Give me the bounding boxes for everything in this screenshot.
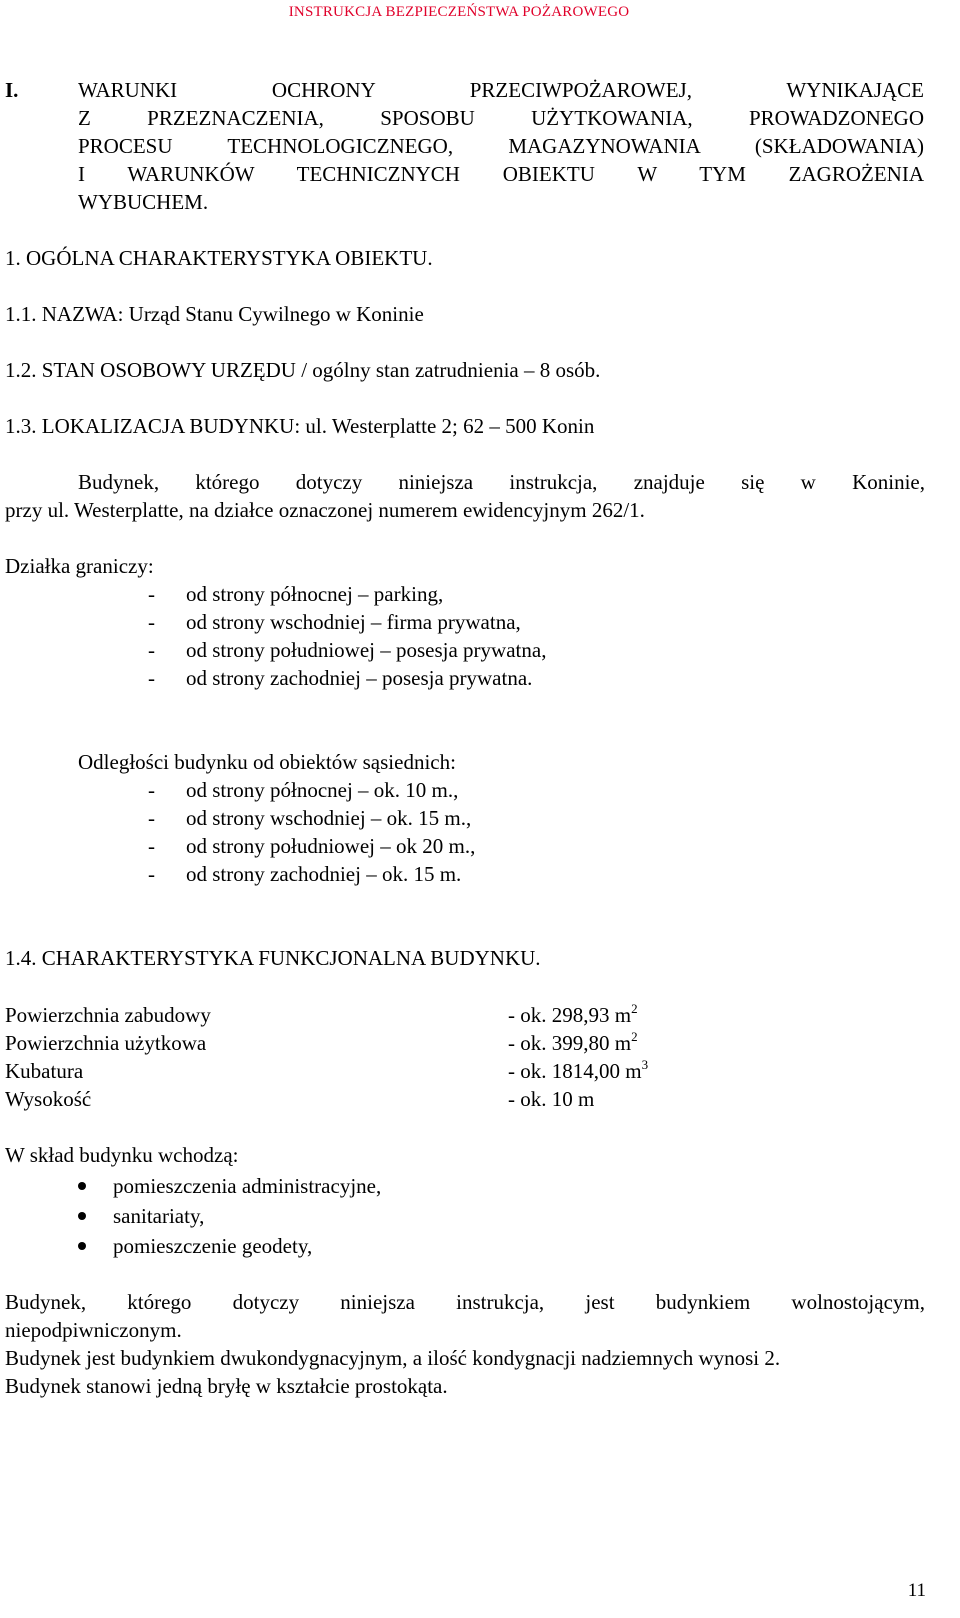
page-number: 11 (907, 1580, 926, 1601)
dash-marker: - (148, 806, 155, 830)
section-title-line: PROCESU TECHNOLOGICZNEGO, MAGAZYNOWANIA (SKŁADOWANIA) (78, 134, 924, 158)
closing-line: Budynek, którego dotyczy niniejsza instrukcja, jest budynkiem wolnostojącym, (5, 1290, 925, 1314)
bullet-icon (78, 1182, 113, 1190)
plot-label: Działka graniczy: (5, 554, 154, 578)
section-title (78, 76, 924, 216)
spec-row (5, 1057, 705, 1085)
spec-label: Powierzchnia zabudowy (5, 1003, 211, 1027)
list-item: - od strony północnej – parking, (148, 582, 444, 606)
closing-line: Budynek stanowi jedną bryłę w kształcie prostokąta. (5, 1374, 448, 1398)
heading-functional-characteristics: 1.4. CHARAKTERYSTYKA FUNKCJONALNA BUDYNKU. (5, 946, 541, 970)
spec-value: - ok. 1814,00 $m^3$ (508, 1057, 649, 1083)
list-item: sanitariaty, (78, 1201, 381, 1231)
location-paragraph (5, 468, 925, 524)
plot-list (148, 580, 546, 692)
list-item: pomieszczenia administracyjne, (78, 1171, 381, 1201)
distances-label: Odległości budynku od obiektów sąsiednich: (78, 750, 456, 774)
distances-list (148, 776, 475, 888)
item-staff: 1.2. STAN OSOBOWY URZĘDU / ogólny stan zatrudnienia – 8 osób. (5, 358, 601, 382)
section-title-line: WYBUCHEM. (78, 190, 209, 214)
section-title-line: WARUNKI OCHRONY PRZECIWPOŻAROWEJ, WYNIKAJĄCE (78, 78, 924, 102)
section-title-line: I WARUNKÓW TECHNICZNYCH OBIEKTU W TYM ZAGROŻENIA (78, 162, 924, 186)
spec-row (5, 1029, 705, 1057)
list-item: - od strony południowej – ok 20 m., (148, 834, 476, 858)
location-line: Budynek, którego dotyczy niniejsza instrukcja, znajduje się w Koninie, (78, 470, 925, 494)
bullet-icon (78, 1242, 113, 1250)
list-item: - od strony południowej – posesja prywatna, (148, 638, 547, 662)
location-line: przy ul. Westerplatte, na działce oznaczonej numerem ewidencyjnym 262/1. (5, 498, 645, 522)
spec-value: - ok. 298,93 $m^2$ (508, 1001, 638, 1027)
closing-line: Budynek jest budynkiem dwukondygnacyjnym, a ilość kondygnacji nadziemnych wynosi 2. (5, 1346, 781, 1370)
list-item: - od strony północnej – ok. 10 m., (148, 778, 459, 802)
dash-marker: - (148, 862, 155, 886)
item-name: 1.1. NAZWA: Urząd Stanu Cywilnego w Koninie (5, 302, 424, 326)
list-item: - od strony wschodniej – ok. 15 m., (148, 806, 472, 830)
list-item: - od strony zachodniej – ok. 15 m. (148, 862, 462, 886)
composition-label: W skład budynku wchodzą: (5, 1143, 239, 1167)
spec-value: - ok. 10 m (508, 1087, 595, 1111)
closing-line: niepodpiwniczonym. (5, 1318, 182, 1342)
dash-marker: - (148, 778, 155, 802)
spec-value: - ok. 399,80 $m^2$ (508, 1029, 638, 1055)
dash-marker: - (148, 610, 155, 634)
dash-marker: - (148, 638, 155, 662)
list-item: pomieszczenie geodety, (78, 1231, 381, 1261)
list-item: - od strony zachodniej – posesja prywatna. (148, 666, 533, 690)
heading-general-characteristics: 1. OGÓLNA CHARAKTERYSTYKA OBIEKTU. (5, 246, 433, 270)
dash-marker: - (148, 834, 155, 858)
dash-marker: - (148, 666, 155, 690)
bullet-icon (78, 1212, 113, 1220)
item-location: 1.3. LOKALIZACJA BUDYNKU: ul. Westerplatte 2; 62 – 500 Konin (5, 414, 595, 438)
list-item: - od strony wschodniej – firma prywatna, (148, 610, 521, 634)
spec-label: Kubatura (5, 1059, 84, 1083)
spec-label: Powierzchnia użytkowa (5, 1031, 207, 1055)
composition-list (78, 1171, 381, 1261)
spec-row (5, 1001, 705, 1029)
spec-label: Wysokość (5, 1087, 92, 1111)
section-number: I. (5, 78, 19, 102)
spec-row (5, 1085, 705, 1113)
running-header: INSTRUKCJA BEZPIECZEŃSTWA POŻAROWEGO (288, 4, 630, 20)
section-title-line: Z PRZEZNACZENIA, SPOSOBU UŻYTKOWANIA, PROWADZONEGO (78, 106, 924, 130)
dash-marker: - (148, 582, 155, 606)
closing-paragraph (5, 1288, 925, 1400)
